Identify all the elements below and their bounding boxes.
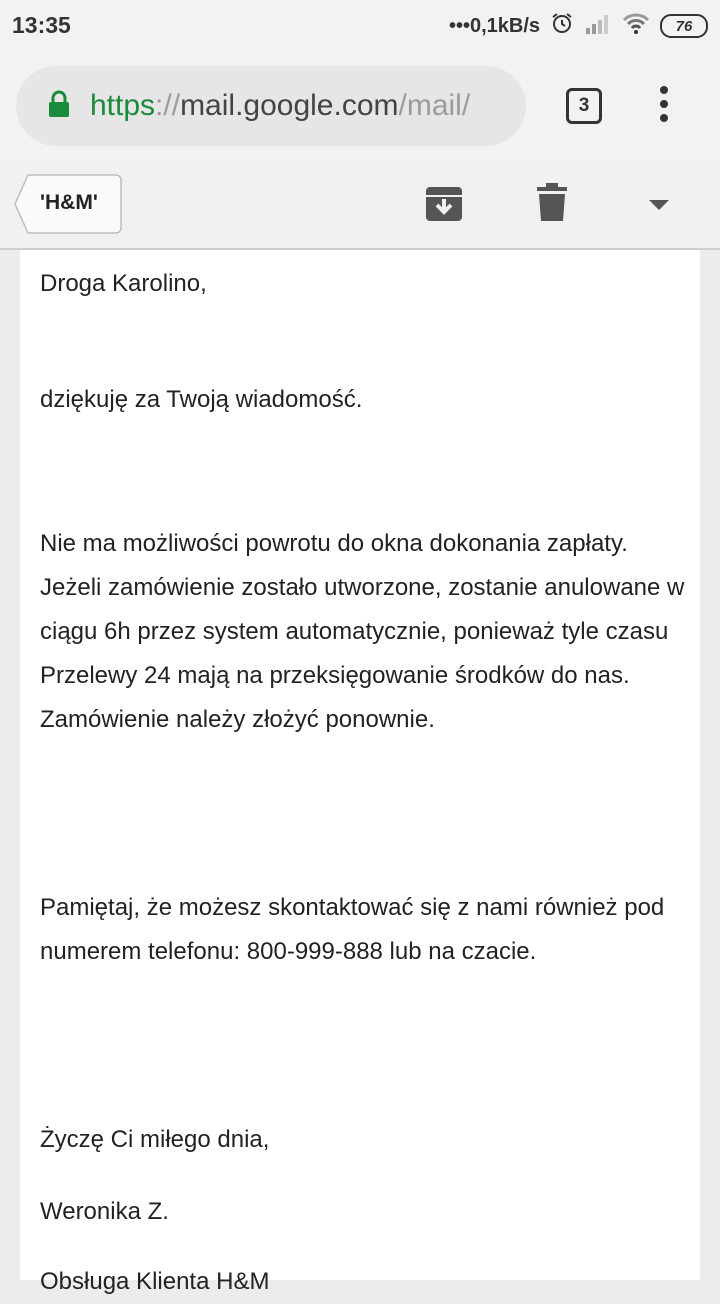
status-bar <box>0 0 720 52</box>
trash-icon[interactable] <box>536 182 568 227</box>
battery-icon: 76 <box>660 14 708 38</box>
label-text: 'H&M' <box>40 191 98 214</box>
more-options-icon[interactable] <box>654 86 674 128</box>
status-time: 13:35 <box>12 12 71 38</box>
tab-switcher-button[interactable]: 3 <box>566 88 602 124</box>
network-speed: •••0,1kB/s <box>448 14 540 37</box>
url-scheme: https <box>90 89 156 122</box>
email-paragraph: Pamiętaj, że możesz skontaktować się z nami również pod numerem telefonu: 800-999-888 lub na czacie. <box>40 894 665 965</box>
email-greeting: Droga Karolino, <box>40 270 207 297</box>
url-path: /mail/ <box>398 89 471 122</box>
archive-icon[interactable] <box>424 184 464 229</box>
url-separator: :// <box>155 89 181 122</box>
wifi-icon <box>622 12 650 40</box>
email-signature-team: Obsługa Klienta H&M <box>40 1268 270 1295</box>
url-text[interactable] <box>90 89 470 123</box>
alarm-icon <box>550 11 574 41</box>
email-body <box>20 250 700 1295</box>
address-bar[interactable] <box>16 66 526 146</box>
email-paragraph: dziękuję za Twoją wiadomość. <box>40 386 363 413</box>
status-indicators <box>449 12 708 40</box>
lock-icon <box>48 91 70 122</box>
dropdown-icon[interactable] <box>648 198 670 216</box>
email-closing: Życzę Ci miłego dnia, <box>40 1126 270 1153</box>
browser-toolbar <box>0 52 720 162</box>
url-host: mail.google.com <box>180 89 399 122</box>
email-signature-name: Weronika Z. <box>40 1198 169 1225</box>
signal-icon <box>584 12 612 40</box>
conversation-toolbar <box>0 162 720 250</box>
email-paragraph: Nie ma możliwości powrotu do okna dokonania zapłaty. Jeżeli zamówienie zostało utworzone, zostanie anulowane w ciągu 6h przez system automatycznie, ponieważ tyle czasu Przelewy 24 mają na przeksięgowanie środków do nas. Zamówienie należy złożyć ponownie. <box>40 530 685 733</box>
